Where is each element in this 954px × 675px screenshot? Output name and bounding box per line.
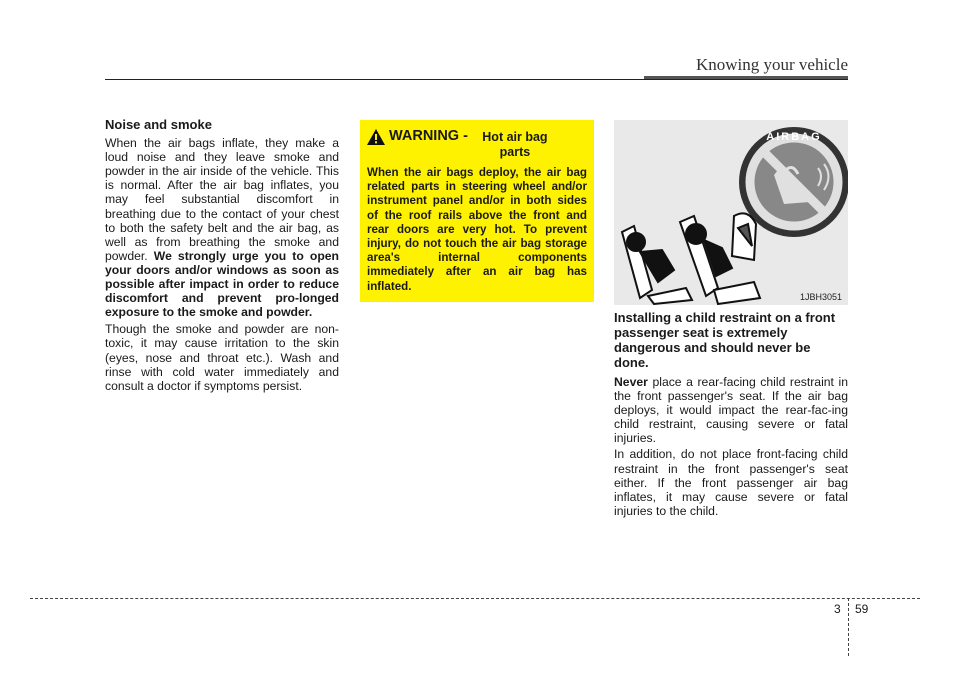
figure-code: 1JBH3051 — [799, 292, 842, 302]
chapter-number: 3 — [834, 602, 841, 616]
header-rule — [105, 79, 848, 80]
warning-header — [367, 128, 587, 160]
footer-rule — [30, 598, 920, 599]
warning-box — [360, 120, 594, 302]
running-header: Knowing your vehicle — [695, 55, 848, 74]
never-emphasis: Never — [614, 375, 648, 389]
airbag-badge-label: AIRBAG — [766, 131, 822, 143]
noise-smoke-text: When the air bags inflate, they make a loud noise and they leave smoke and powder in the air inside of the vehicle. This is normal. After the air bag inflates, you may feel substantial discomfort in breathing due to the contact of your chest to both the safety belt and the air bag, as well as from breathing the smoke and powder. — [105, 136, 339, 263]
noise-smoke-paragraph-2: Though the smoke and powder are non-toxic, it may cause irritation to the skin (eyes, nose and throat etc.). Wash and rinse with cold water immediately and consult a doctor if symptoms persist. — [105, 322, 339, 393]
page-number: 59 — [855, 602, 869, 616]
noise-smoke-urge-text: We strongly urge you to open your doors and/or windows as soon as possible after impact in order to reduce discomfort and prevent pro-longed exposure to the smoke and powder. — [105, 248, 340, 320]
warning-body: When the air bags deploy, the air bag related parts in steering wheel and/or instrument panel and/or in both sides of the roof rails above the front and rear doors are very hot. To prevent injury, do not touch the air bag storage area's internal components immediately after an air bag has inflated. — [367, 166, 587, 293]
noise-smoke-section — [105, 118, 339, 396]
child-seat-drawing — [614, 120, 848, 305]
warning-triangle-icon — [367, 129, 385, 145]
footer-divider — [848, 598, 849, 656]
child-restraint-text-1: place a rear-facing child restraint in the front passenger's seat. If the air bag deploys, it would impact the rear-fac-ing child restraint, causing severe or fatal injuries. — [614, 375, 848, 446]
child-restraint-paragraph-2: In addition, do not place front-facing child restraint in the front passenger's seat either. If the front passenger air bag inflates, it may cause severe or fatal injuries to the child. — [614, 447, 848, 518]
seated-passenger-drawing-1 — [622, 226, 692, 304]
noise-smoke-paragraph-1 — [105, 136, 339, 319]
warning-label: WARNING - — [389, 128, 468, 144]
no-child-seat-badge-icon — [739, 127, 848, 237]
noise-smoke-heading: Noise and smoke — [105, 117, 212, 132]
airbag-child-seat-illustration — [614, 120, 848, 305]
child-restraint-heading: Installing a child restraint on a front passenger seat is extremely dangerous and should never be done. — [614, 310, 836, 370]
child-restraint-paragraph-1 — [614, 375, 848, 445]
seated-passenger-drawing-2 — [680, 213, 760, 304]
child-restraint-section — [614, 310, 848, 520]
warning-title: Hot air bag parts — [482, 130, 548, 159]
